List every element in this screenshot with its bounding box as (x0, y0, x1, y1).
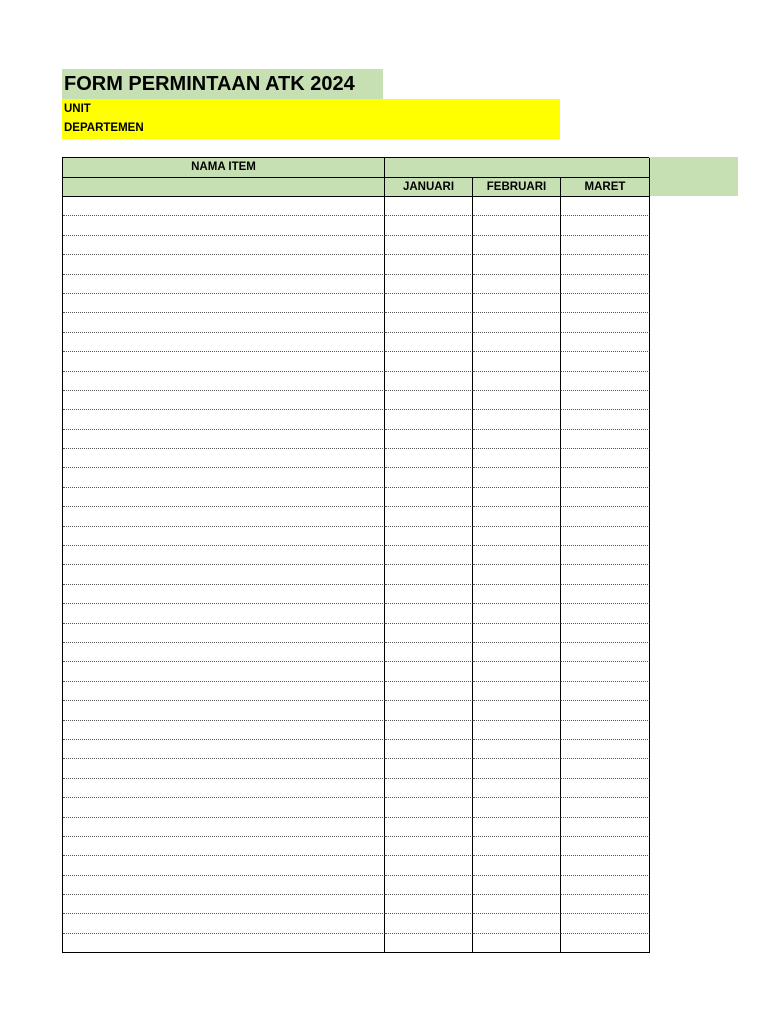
february-cell[interactable] (473, 294, 561, 313)
item-cell[interactable] (63, 837, 385, 856)
january-cell[interactable] (385, 643, 473, 662)
january-cell[interactable] (385, 798, 473, 817)
february-cell[interactable] (473, 585, 561, 604)
march-cell[interactable] (561, 624, 650, 643)
february-cell[interactable] (473, 740, 561, 759)
january-cell[interactable] (385, 468, 473, 487)
item-header: NAMA ITEM (63, 158, 385, 178)
march-cell[interactable] (561, 352, 650, 371)
march-cell[interactable] (561, 721, 650, 740)
march-cell[interactable] (561, 856, 650, 875)
item-cell[interactable] (63, 294, 385, 313)
march-cell[interactable] (561, 527, 650, 546)
january-cell[interactable] (385, 837, 473, 856)
item-cell[interactable] (63, 216, 385, 235)
january-cell[interactable] (385, 430, 473, 449)
item-cell[interactable] (63, 507, 385, 526)
item-cell[interactable] (63, 197, 385, 216)
january-cell[interactable] (385, 372, 473, 391)
item-cell[interactable] (63, 546, 385, 565)
january-cell[interactable] (385, 275, 473, 294)
january-cell[interactable] (385, 352, 473, 371)
february-cell[interactable] (473, 721, 561, 740)
february-cell[interactable] (473, 236, 561, 255)
january-cell[interactable] (385, 585, 473, 604)
item-cell[interactable] (63, 934, 385, 953)
january-cell[interactable] (385, 876, 473, 895)
january-cell[interactable] (385, 895, 473, 914)
march-cell[interactable] (561, 546, 650, 565)
january-cell[interactable] (385, 682, 473, 701)
february-cell[interactable] (473, 313, 561, 332)
january-cell[interactable] (385, 759, 473, 778)
january-cell[interactable] (385, 701, 473, 720)
february-cell[interactable] (473, 682, 561, 701)
item-cell[interactable] (63, 372, 385, 391)
form-title: FORM PERMINTAAN ATK 2024 (62, 69, 383, 99)
january-cell[interactable] (385, 527, 473, 546)
month-group-header (385, 158, 650, 178)
march-cell[interactable] (561, 585, 650, 604)
february-cell[interactable] (473, 701, 561, 720)
item-cell[interactable] (63, 449, 385, 468)
item-cell[interactable] (63, 914, 385, 933)
march-cell[interactable] (561, 216, 650, 235)
item-cell[interactable] (63, 391, 385, 410)
january-cell[interactable] (385, 507, 473, 526)
request-table (62, 157, 649, 953)
month-header-february: FEBRUARI (473, 178, 561, 197)
march-cell[interactable] (561, 449, 650, 468)
march-cell[interactable] (561, 895, 650, 914)
department-label: DEPARTEMEN (64, 122, 144, 134)
february-cell[interactable] (473, 527, 561, 546)
february-cell[interactable] (473, 333, 561, 352)
january-cell[interactable] (385, 488, 473, 507)
item-cell[interactable] (63, 662, 385, 681)
march-cell[interactable] (561, 197, 650, 216)
february-cell[interactable] (473, 643, 561, 662)
february-cell[interactable] (473, 255, 561, 274)
march-cell[interactable] (561, 914, 650, 933)
february-cell[interactable] (473, 876, 561, 895)
item-cell[interactable] (63, 604, 385, 623)
february-cell[interactable] (473, 410, 561, 429)
march-cell[interactable] (561, 468, 650, 487)
january-cell[interactable] (385, 740, 473, 759)
item-cell[interactable] (63, 410, 385, 429)
item-cell[interactable] (63, 585, 385, 604)
february-cell[interactable] (473, 934, 561, 953)
item-cell[interactable] (63, 779, 385, 798)
item-cell[interactable] (63, 488, 385, 507)
march-cell[interactable] (561, 488, 650, 507)
item-cell[interactable] (63, 856, 385, 875)
march-cell[interactable] (561, 294, 650, 313)
february-cell[interactable] (473, 662, 561, 681)
item-cell[interactable] (63, 721, 385, 740)
january-cell[interactable] (385, 856, 473, 875)
item-cell[interactable] (63, 682, 385, 701)
item-cell[interactable] (63, 236, 385, 255)
item-cell[interactable] (63, 876, 385, 895)
march-cell[interactable] (561, 255, 650, 274)
february-cell[interactable] (473, 546, 561, 565)
march-cell[interactable] (561, 798, 650, 817)
item-cell[interactable] (63, 565, 385, 584)
february-cell[interactable] (473, 779, 561, 798)
february-cell[interactable] (473, 197, 561, 216)
item-cell[interactable] (63, 895, 385, 914)
item-cell[interactable] (63, 275, 385, 294)
february-cell[interactable] (473, 449, 561, 468)
march-cell[interactable] (561, 275, 650, 294)
february-cell[interactable] (473, 837, 561, 856)
march-cell[interactable] (561, 391, 650, 410)
item-cell[interactable] (63, 333, 385, 352)
month-header-march: MARET (561, 178, 650, 197)
march-cell[interactable] (561, 876, 650, 895)
item-cell[interactable] (63, 818, 385, 837)
february-cell[interactable] (473, 565, 561, 584)
january-cell[interactable] (385, 449, 473, 468)
january-cell[interactable] (385, 934, 473, 953)
january-cell[interactable] (385, 624, 473, 643)
february-cell[interactable] (473, 468, 561, 487)
item-cell[interactable] (63, 313, 385, 332)
march-cell[interactable] (561, 740, 650, 759)
header-extension (649, 157, 738, 196)
february-cell[interactable] (473, 352, 561, 371)
march-cell[interactable] (561, 837, 650, 856)
march-cell[interactable] (561, 333, 650, 352)
month-header-january: JANUARI (385, 178, 473, 197)
february-cell[interactable] (473, 914, 561, 933)
january-cell[interactable] (385, 662, 473, 681)
february-cell[interactable] (473, 372, 561, 391)
february-cell[interactable] (473, 604, 561, 623)
january-cell[interactable] (385, 721, 473, 740)
march-cell[interactable] (561, 507, 650, 526)
february-cell[interactable] (473, 391, 561, 410)
january-cell[interactable] (385, 546, 473, 565)
unit-label: UNIT (64, 103, 91, 115)
item-cell[interactable] (63, 643, 385, 662)
january-cell[interactable] (385, 818, 473, 837)
february-cell[interactable] (473, 798, 561, 817)
january-cell[interactable] (385, 255, 473, 274)
february-cell[interactable] (473, 275, 561, 294)
january-cell[interactable] (385, 294, 473, 313)
item-cell[interactable] (63, 740, 385, 759)
item-cell[interactable] (63, 255, 385, 274)
february-cell[interactable] (473, 430, 561, 449)
item-cell[interactable] (63, 701, 385, 720)
march-cell[interactable] (561, 410, 650, 429)
march-cell[interactable] (561, 759, 650, 778)
march-cell[interactable] (561, 236, 650, 255)
january-cell[interactable] (385, 779, 473, 798)
item-cell[interactable] (63, 527, 385, 546)
january-cell[interactable] (385, 236, 473, 255)
march-cell[interactable] (561, 372, 650, 391)
february-cell[interactable] (473, 624, 561, 643)
item-cell[interactable] (63, 798, 385, 817)
march-cell[interactable] (561, 682, 650, 701)
february-cell[interactable] (473, 507, 561, 526)
january-cell[interactable] (385, 914, 473, 933)
march-cell[interactable] (561, 604, 650, 623)
january-cell[interactable] (385, 410, 473, 429)
item-cell[interactable] (63, 468, 385, 487)
item-cell[interactable] (63, 759, 385, 778)
january-cell[interactable] (385, 216, 473, 235)
february-cell[interactable] (473, 856, 561, 875)
march-cell[interactable] (561, 313, 650, 332)
january-cell[interactable] (385, 197, 473, 216)
table-grid (62, 157, 649, 953)
february-cell[interactable] (473, 818, 561, 837)
march-cell[interactable] (561, 934, 650, 953)
item-cell[interactable] (63, 352, 385, 371)
march-cell[interactable] (561, 643, 650, 662)
february-cell[interactable] (473, 488, 561, 507)
item-cell[interactable] (63, 624, 385, 643)
february-cell[interactable] (473, 895, 561, 914)
january-cell[interactable] (385, 391, 473, 410)
january-cell[interactable] (385, 313, 473, 332)
january-cell[interactable] (385, 333, 473, 352)
january-cell[interactable] (385, 565, 473, 584)
march-cell[interactable] (561, 565, 650, 584)
march-cell[interactable] (561, 779, 650, 798)
february-cell[interactable] (473, 216, 561, 235)
march-cell[interactable] (561, 430, 650, 449)
item-subheader (63, 178, 385, 197)
march-cell[interactable] (561, 818, 650, 837)
march-cell[interactable] (561, 662, 650, 681)
january-cell[interactable] (385, 604, 473, 623)
february-cell[interactable] (473, 759, 561, 778)
item-cell[interactable] (63, 430, 385, 449)
info-block (62, 99, 560, 139)
march-cell[interactable] (561, 701, 650, 720)
